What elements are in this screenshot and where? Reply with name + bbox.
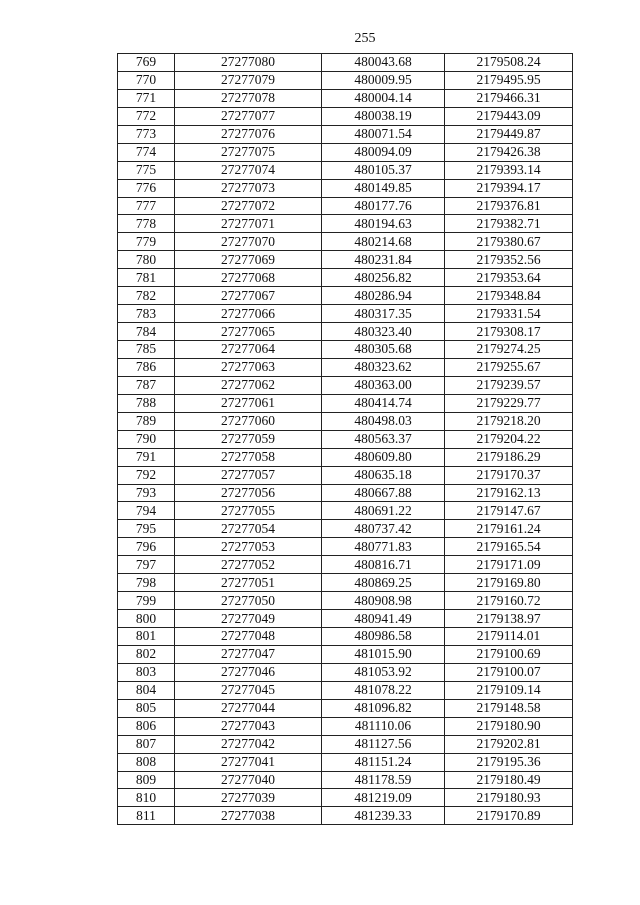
point-id-cell: 27277080 (175, 54, 322, 72)
y-coordinate-cell: 2179202.81 (445, 735, 573, 753)
point-id-cell: 27277047 (175, 645, 322, 663)
y-coordinate-cell: 2179148.58 (445, 699, 573, 717)
table-row (118, 663, 573, 681)
y-coordinate-cell: 2179352.56 (445, 251, 573, 269)
point-number-cell: 801 (118, 628, 175, 646)
x-coordinate-cell: 481053.92 (322, 663, 445, 681)
table-row (118, 538, 573, 556)
point-id-cell: 27277041 (175, 753, 322, 771)
y-coordinate-cell: 2179239.57 (445, 376, 573, 394)
table-row (118, 305, 573, 323)
point-id-cell: 27277045 (175, 681, 322, 699)
table-row (118, 376, 573, 394)
table-row (118, 233, 573, 251)
y-coordinate-cell: 2179147.67 (445, 502, 573, 520)
point-id-cell: 27277055 (175, 502, 322, 520)
table-row (118, 681, 573, 699)
point-number-cell: 769 (118, 54, 175, 72)
point-id-cell: 27277056 (175, 484, 322, 502)
point-number-cell: 772 (118, 107, 175, 125)
x-coordinate-cell: 480816.71 (322, 556, 445, 574)
point-number-cell: 795 (118, 520, 175, 538)
y-coordinate-cell: 2179100.69 (445, 645, 573, 663)
x-coordinate-cell: 481015.90 (322, 645, 445, 663)
point-number-cell: 806 (118, 717, 175, 735)
y-coordinate-cell: 2179204.22 (445, 430, 573, 448)
table-row (118, 269, 573, 287)
point-id-cell: 27277073 (175, 179, 322, 197)
y-coordinate-cell: 2179331.54 (445, 305, 573, 323)
point-number-cell: 786 (118, 358, 175, 376)
y-coordinate-cell: 2179218.20 (445, 412, 573, 430)
y-coordinate-cell: 2179109.14 (445, 681, 573, 699)
point-number-cell: 797 (118, 556, 175, 574)
table-row (118, 197, 573, 215)
point-number-cell: 790 (118, 430, 175, 448)
point-id-cell: 27277038 (175, 807, 322, 825)
table-row (118, 789, 573, 807)
y-coordinate-cell: 2179195.36 (445, 753, 573, 771)
point-id-cell: 27277079 (175, 71, 322, 89)
point-number-cell: 792 (118, 466, 175, 484)
point-number-cell: 781 (118, 269, 175, 287)
x-coordinate-cell: 480609.80 (322, 448, 445, 466)
y-coordinate-cell: 2179180.49 (445, 771, 573, 789)
page-number: 255 (354, 31, 376, 46)
point-number-cell: 778 (118, 215, 175, 233)
x-coordinate-cell: 480105.37 (322, 161, 445, 179)
x-coordinate-cell: 480691.22 (322, 502, 445, 520)
point-id-cell: 27277046 (175, 663, 322, 681)
point-id-cell: 27277072 (175, 197, 322, 215)
y-coordinate-cell: 2179382.71 (445, 215, 573, 233)
point-number-cell: 802 (118, 645, 175, 663)
x-coordinate-cell: 481127.56 (322, 735, 445, 753)
point-number-cell: 785 (118, 341, 175, 359)
x-coordinate-cell: 480498.03 (322, 412, 445, 430)
point-id-cell: 27277069 (175, 251, 322, 269)
point-id-cell: 27277060 (175, 412, 322, 430)
point-number-cell: 803 (118, 663, 175, 681)
table-row (118, 556, 573, 574)
y-coordinate-cell: 2179170.89 (445, 807, 573, 825)
point-id-cell: 27277044 (175, 699, 322, 717)
table-row (118, 466, 573, 484)
point-id-cell: 27277054 (175, 520, 322, 538)
table-row (118, 394, 573, 412)
table-row (118, 610, 573, 628)
x-coordinate-cell: 480071.54 (322, 125, 445, 143)
table-row (118, 341, 573, 359)
y-coordinate-cell: 2179100.07 (445, 663, 573, 681)
point-number-cell: 808 (118, 753, 175, 771)
y-coordinate-cell: 2179169.80 (445, 574, 573, 592)
point-number-cell: 798 (118, 574, 175, 592)
point-number-cell: 796 (118, 538, 175, 556)
x-coordinate-cell: 480094.09 (322, 143, 445, 161)
point-number-cell: 809 (118, 771, 175, 789)
point-id-cell: 27277052 (175, 556, 322, 574)
table-row (118, 430, 573, 448)
point-number-cell: 775 (118, 161, 175, 179)
table-row (118, 645, 573, 663)
x-coordinate-cell: 480363.00 (322, 376, 445, 394)
x-coordinate-cell: 480771.83 (322, 538, 445, 556)
table-row (118, 323, 573, 341)
x-coordinate-cell: 480563.37 (322, 430, 445, 448)
point-id-cell: 27277049 (175, 610, 322, 628)
point-number-cell: 776 (118, 179, 175, 197)
table-row (118, 574, 573, 592)
point-id-cell: 27277061 (175, 394, 322, 412)
y-coordinate-cell: 2179229.77 (445, 394, 573, 412)
y-coordinate-cell: 2179180.90 (445, 717, 573, 735)
x-coordinate-cell: 481239.33 (322, 807, 445, 825)
point-number-cell: 791 (118, 448, 175, 466)
point-number-cell: 794 (118, 502, 175, 520)
x-coordinate-cell: 480414.74 (322, 394, 445, 412)
point-id-cell: 27277050 (175, 592, 322, 610)
table-row (118, 251, 573, 269)
table-row (118, 520, 573, 538)
point-number-cell: 780 (118, 251, 175, 269)
table-row (118, 54, 573, 72)
y-coordinate-cell: 2179114.01 (445, 628, 573, 646)
table-row (118, 717, 573, 735)
y-coordinate-cell: 2179171.09 (445, 556, 573, 574)
table-row (118, 484, 573, 502)
y-coordinate-cell: 2179495.95 (445, 71, 573, 89)
y-coordinate-cell: 2179353.64 (445, 269, 573, 287)
point-id-cell: 27277048 (175, 628, 322, 646)
table-row (118, 502, 573, 520)
point-number-cell: 793 (118, 484, 175, 502)
point-id-cell: 27277059 (175, 430, 322, 448)
x-coordinate-cell: 480667.88 (322, 484, 445, 502)
point-id-cell: 27277058 (175, 448, 322, 466)
x-coordinate-cell: 480941.49 (322, 610, 445, 628)
coordinate-table (117, 53, 573, 825)
point-id-cell: 27277066 (175, 305, 322, 323)
point-number-cell: 789 (118, 412, 175, 430)
x-coordinate-cell: 481151.24 (322, 753, 445, 771)
table-row (118, 107, 573, 125)
point-number-cell: 799 (118, 592, 175, 610)
x-coordinate-cell: 481078.22 (322, 681, 445, 699)
x-coordinate-cell: 480177.76 (322, 197, 445, 215)
table-row (118, 753, 573, 771)
point-id-cell: 27277057 (175, 466, 322, 484)
point-id-cell: 27277065 (175, 323, 322, 341)
y-coordinate-cell: 2179161.24 (445, 520, 573, 538)
x-coordinate-cell: 480635.18 (322, 466, 445, 484)
x-coordinate-cell: 480009.95 (322, 71, 445, 89)
table-row (118, 143, 573, 161)
point-number-cell: 810 (118, 789, 175, 807)
point-number-cell: 787 (118, 376, 175, 394)
x-coordinate-cell: 480004.14 (322, 89, 445, 107)
point-number-cell: 779 (118, 233, 175, 251)
y-coordinate-cell: 2179466.31 (445, 89, 573, 107)
point-id-cell: 27277053 (175, 538, 322, 556)
point-id-cell: 27277062 (175, 376, 322, 394)
point-number-cell: 784 (118, 323, 175, 341)
point-number-cell: 774 (118, 143, 175, 161)
y-coordinate-cell: 2179180.93 (445, 789, 573, 807)
table-row (118, 215, 573, 233)
y-coordinate-cell: 2179380.67 (445, 233, 573, 251)
point-id-cell: 27277068 (175, 269, 322, 287)
table-row (118, 179, 573, 197)
point-id-cell: 27277070 (175, 233, 322, 251)
point-id-cell: 27277040 (175, 771, 322, 789)
point-number-cell: 804 (118, 681, 175, 699)
point-id-cell: 27277051 (175, 574, 322, 592)
point-id-cell: 27277077 (175, 107, 322, 125)
y-coordinate-cell: 2179274.25 (445, 341, 573, 359)
point-id-cell: 27277078 (175, 89, 322, 107)
x-coordinate-cell: 480214.68 (322, 233, 445, 251)
point-number-cell: 807 (118, 735, 175, 753)
y-coordinate-cell: 2179186.29 (445, 448, 573, 466)
x-coordinate-cell: 480317.35 (322, 305, 445, 323)
x-coordinate-cell: 480256.82 (322, 269, 445, 287)
x-coordinate-cell: 480908.98 (322, 592, 445, 610)
y-coordinate-cell: 2179165.54 (445, 538, 573, 556)
x-coordinate-cell: 481110.06 (322, 717, 445, 735)
y-coordinate-cell: 2179508.24 (445, 54, 573, 72)
point-id-cell: 27277076 (175, 125, 322, 143)
point-number-cell: 770 (118, 71, 175, 89)
x-coordinate-cell: 480194.63 (322, 215, 445, 233)
x-coordinate-cell: 480305.68 (322, 341, 445, 359)
point-id-cell: 27277064 (175, 341, 322, 359)
x-coordinate-cell: 480323.62 (322, 358, 445, 376)
x-coordinate-cell: 481219.09 (322, 789, 445, 807)
table-row (118, 71, 573, 89)
x-coordinate-cell: 480986.58 (322, 628, 445, 646)
table-row (118, 412, 573, 430)
y-coordinate-cell: 2179160.72 (445, 592, 573, 610)
y-coordinate-cell: 2179162.13 (445, 484, 573, 502)
table-row (118, 592, 573, 610)
table-row (118, 735, 573, 753)
y-coordinate-cell: 2179393.14 (445, 161, 573, 179)
point-number-cell: 805 (118, 699, 175, 717)
x-coordinate-cell: 481096.82 (322, 699, 445, 717)
x-coordinate-cell: 480869.25 (322, 574, 445, 592)
y-coordinate-cell: 2179138.97 (445, 610, 573, 628)
point-number-cell: 800 (118, 610, 175, 628)
table-row (118, 699, 573, 717)
y-coordinate-cell: 2179394.17 (445, 179, 573, 197)
point-id-cell: 27277071 (175, 215, 322, 233)
point-id-cell: 27277042 (175, 735, 322, 753)
point-number-cell: 773 (118, 125, 175, 143)
point-number-cell: 811 (118, 807, 175, 825)
point-number-cell: 771 (118, 89, 175, 107)
table-row (118, 807, 573, 825)
x-coordinate-cell: 480043.68 (322, 54, 445, 72)
point-id-cell: 27277074 (175, 161, 322, 179)
point-number-cell: 783 (118, 305, 175, 323)
y-coordinate-cell: 2179376.81 (445, 197, 573, 215)
point-id-cell: 27277039 (175, 789, 322, 807)
y-coordinate-cell: 2179308.17 (445, 323, 573, 341)
table-row (118, 358, 573, 376)
x-coordinate-cell: 480737.42 (322, 520, 445, 538)
x-coordinate-cell: 480149.85 (322, 179, 445, 197)
x-coordinate-cell: 480323.40 (322, 323, 445, 341)
point-id-cell: 27277043 (175, 717, 322, 735)
coordinate-table-body (118, 54, 573, 825)
y-coordinate-cell: 2179443.09 (445, 107, 573, 125)
table-row (118, 771, 573, 789)
point-id-cell: 27277067 (175, 287, 322, 305)
table-row (118, 125, 573, 143)
point-number-cell: 782 (118, 287, 175, 305)
table-row (118, 161, 573, 179)
y-coordinate-cell: 2179348.84 (445, 287, 573, 305)
x-coordinate-cell: 481178.59 (322, 771, 445, 789)
table-row (118, 448, 573, 466)
y-coordinate-cell: 2179449.87 (445, 125, 573, 143)
table-row (118, 287, 573, 305)
table-row (118, 628, 573, 646)
x-coordinate-cell: 480038.19 (322, 107, 445, 125)
x-coordinate-cell: 480231.84 (322, 251, 445, 269)
point-id-cell: 27277063 (175, 358, 322, 376)
x-coordinate-cell: 480286.94 (322, 287, 445, 305)
point-id-cell: 27277075 (175, 143, 322, 161)
point-number-cell: 777 (118, 197, 175, 215)
table-row (118, 89, 573, 107)
y-coordinate-cell: 2179170.37 (445, 466, 573, 484)
y-coordinate-cell: 2179255.67 (445, 358, 573, 376)
y-coordinate-cell: 2179426.38 (445, 143, 573, 161)
point-number-cell: 788 (118, 394, 175, 412)
